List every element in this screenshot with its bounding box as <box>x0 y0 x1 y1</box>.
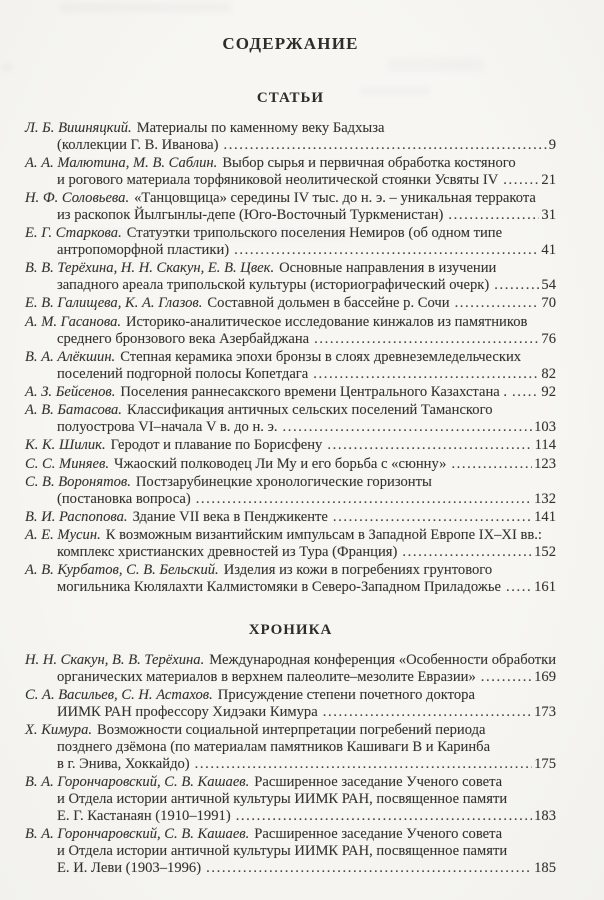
entry-page-number: 76 <box>541 330 556 347</box>
dot-leader <box>314 331 539 348</box>
toc-entry-line <box>25 190 556 207</box>
entry-page-number: 161 <box>534 579 556 596</box>
entry-title-text: Геродот и плавание по Борисфену <box>110 437 323 454</box>
toc-entry-line <box>25 366 556 383</box>
toc-entry <box>25 349 556 383</box>
dot-leader <box>206 860 532 877</box>
entry-authors: Е. Г. Старкова. <box>25 225 122 242</box>
content-column <box>25 0 556 876</box>
toc-entry-line <box>25 277 556 294</box>
dot-leader <box>313 366 539 383</box>
toc-entry-line <box>25 172 556 189</box>
toc-entry-line <box>25 225 556 242</box>
entry-authors: Л. Б. Вишняцкий. <box>25 120 132 136</box>
dot-leader <box>323 704 532 721</box>
toc-entry-line <box>25 491 556 508</box>
entry-title-text: полуострова VI–начала V в. до н. э. <box>57 419 278 436</box>
toc-entry-list <box>25 120 556 596</box>
dot-leader <box>234 242 539 259</box>
entry-title-text: Постзарубинецкие хронологические горизонты <box>135 473 432 490</box>
toc-entry-line <box>25 384 556 401</box>
entry-authors: В. В. Терёхина, Н. Н. Скакун, Е. В. Цвек. <box>25 260 275 277</box>
entry-title-text: Выбор сырья и первичная обработка костяного <box>222 155 516 172</box>
toc-entry <box>25 120 556 154</box>
toc-entry <box>25 509 556 526</box>
entry-page-number: 103 <box>534 419 556 436</box>
toc-entry-line <box>25 860 556 877</box>
toc-entry-line <box>25 808 556 825</box>
toc-entry <box>25 826 556 876</box>
entry-page-number: 31 <box>541 206 556 223</box>
dot-leader <box>195 756 532 773</box>
toc-entry <box>25 687 556 721</box>
toc-entry-line <box>25 739 556 756</box>
toc-entry-line <box>25 349 556 366</box>
toc-entry-line <box>25 843 556 860</box>
toc-entry-line <box>25 687 556 704</box>
dot-leader <box>506 579 532 596</box>
entry-title-text: Составной дольмен в бассейне р. Сочи <box>207 295 450 312</box>
toc-entry <box>25 190 556 224</box>
entry-authors: А. З. Бейсенов. <box>25 383 116 400</box>
toc-entry <box>25 722 556 772</box>
entry-title-text: антропоморфной пластики) <box>57 242 230 259</box>
entry-title-text: Основные направления в изучении <box>279 260 497 277</box>
toc-entry-line <box>25 120 556 137</box>
entry-title-text: среднего бронзового века Азербайджана <box>57 330 310 347</box>
scan-artifact <box>2 64 12 70</box>
entry-title-text: Здание VII века в Пенджикенте <box>132 509 328 526</box>
entry-title-text: поселений подгорной полосы Копетдага <box>57 365 309 382</box>
toc-entry-line <box>25 527 556 544</box>
entry-page-number: 114 <box>534 437 556 454</box>
dot-leader <box>455 295 540 312</box>
toc-entry-line <box>25 579 556 596</box>
entry-authors: А. А. Малютина, М. В. Саблин. <box>25 155 218 172</box>
dot-leader <box>196 491 532 508</box>
toc-entry <box>25 314 556 348</box>
entry-page-number: 82 <box>541 365 556 382</box>
toc-entry-line <box>25 791 556 808</box>
entry-authors: Н. Ф. Соловьева. <box>25 190 130 207</box>
dot-leader <box>451 456 532 473</box>
entry-authors: С. В. Воронятов. <box>25 473 131 490</box>
entry-page-number: 123 <box>534 455 556 472</box>
entry-title-text: Изделия из кожи в погребениях грунтового <box>223 562 493 579</box>
entry-title-text: Международная конференция «Особенности обработки <box>209 652 557 669</box>
toc-entry <box>25 437 556 454</box>
toc-entry-line <box>25 437 556 454</box>
entry-title-text: и рогового материала торфяниковой неолитической стоянки Усвяты IV <box>57 171 499 188</box>
entry-page-number: 173 <box>534 703 556 720</box>
toc-entry <box>25 260 556 294</box>
toc-entry-line <box>25 331 556 348</box>
dot-leader <box>448 207 539 224</box>
entry-title-text: ИИМК РАН профессору Хидэаки Кимура <box>57 703 318 720</box>
entry-title-text: К возможным византийским импульсам в Западной Европе IX–XI вв.: <box>105 527 542 544</box>
entry-page-number: 175 <box>534 755 556 772</box>
toc-entry-line <box>25 722 556 739</box>
toc-entry <box>25 295 556 312</box>
entry-title-text: Материалы по каменному веку Бадхыза <box>136 120 385 136</box>
dot-leader <box>512 384 539 401</box>
entry-title-text: Чжаоский полководец Ли Му и его борьба с «сюнну» <box>114 455 447 472</box>
dot-leader <box>333 509 532 526</box>
dot-leader <box>481 669 532 686</box>
toc-entry-line <box>25 756 556 773</box>
entry-page-number: 132 <box>534 490 556 507</box>
toc-entry <box>25 774 556 824</box>
entry-authors: А. Е. Мусин. <box>25 527 101 544</box>
entry-page-number: 70 <box>541 295 556 312</box>
entry-title-text: Возможности социальной интерпретации погребений периода <box>97 722 486 739</box>
dot-leader <box>327 437 532 454</box>
entry-title-text: Расширенное заседание Ученого совета <box>254 825 503 842</box>
toc-entry-line <box>25 295 556 312</box>
entry-title-text: Степная керамика эпохи бронзы в слоях древнеземледельческих <box>120 348 522 365</box>
entry-authors: К. К. Шилик. <box>25 437 106 454</box>
toc-entry <box>25 225 556 259</box>
entry-title-text: Расширенное заседание Ученого совета <box>254 774 503 791</box>
entry-page-number: 41 <box>541 242 556 259</box>
entry-authors: В. А. Горончаровский, С. В. Кашаев. <box>25 825 250 842</box>
entry-title-text: Историко-аналитическое исследование кинжалов из памятников <box>126 313 528 330</box>
toc-entry-line <box>25 456 556 473</box>
section-heading: СТАТЬИ <box>256 90 325 106</box>
entry-page-number: 141 <box>534 509 556 526</box>
entry-title-text: органических материалов в верхнем палеолите–мезолите Евразии» <box>57 668 476 685</box>
entry-authors: В. А. Горончаровский, С. В. Кашаев. <box>25 774 250 791</box>
entry-authors: Х. Кимура. <box>25 722 93 739</box>
entry-title-text: комплекс христианских древностей из Тура (Франция) <box>57 544 398 561</box>
toc-entry-line <box>25 402 556 419</box>
toc-entry <box>25 155 556 189</box>
toc-sections <box>25 90 556 876</box>
entry-authors: С. А. Васильев, С. Н. Астахов. <box>25 687 213 704</box>
toc-entry-line <box>25 704 556 721</box>
toc-entry <box>25 527 556 561</box>
entry-title-text: «Танцовщица» середины IV тыс. до н. э. – уникальная терракота <box>134 190 536 207</box>
toc-entry-line <box>25 544 556 561</box>
toc-entry-line <box>25 826 556 843</box>
toc-entry-line <box>25 774 556 791</box>
entry-authors: В. И. Распопова. <box>25 509 128 526</box>
toc-entry-line <box>25 242 556 259</box>
toc-entry <box>25 474 556 508</box>
entry-title-text: в г. Энива, Хоккайдо) <box>57 755 190 772</box>
entry-title-text: и Отдела истории античной культуры ИИМК РАН, посвященное памяти <box>57 842 508 859</box>
entry-authors: А. В. Курбатов, С. В. Бельский. <box>25 562 219 579</box>
entry-page-number: 54 <box>541 277 556 294</box>
entry-authors: А. В. Батасова. <box>25 402 122 419</box>
toc-entry-line <box>25 207 556 224</box>
dot-leader <box>224 137 547 154</box>
dot-leader <box>402 544 532 561</box>
entry-title-text: Поселения раннесакского времени Центрального Казахстана . <box>120 383 508 400</box>
toc-entry <box>25 652 556 686</box>
entry-title-text: (коллекции Г. В. Иванова) <box>57 136 219 153</box>
page-title: СОДЕРЖАНИЕ <box>222 34 359 53</box>
toc-entry-line <box>25 155 556 172</box>
dot-leader <box>503 172 539 189</box>
entry-title-text: Е. И. Леви (1903–1996) <box>57 859 202 876</box>
toc-entry-line <box>25 562 556 579</box>
toc-entry-line <box>25 314 556 331</box>
dot-leader <box>236 808 532 825</box>
dot-leader <box>283 419 533 436</box>
toc-entry <box>25 456 556 473</box>
entry-authors: Е. В. Галищева, К. А. Глазов. <box>25 295 203 312</box>
entry-title-text: Присуждение степени почетного доктора <box>217 687 475 704</box>
toc-entry-list <box>25 652 556 876</box>
entry-page-number: 92 <box>541 383 556 400</box>
entry-page-number: 185 <box>534 859 556 876</box>
entry-authors: А. М. Гасанова. <box>25 313 122 330</box>
entry-title-text: и Отдела истории античной культуры ИИМК РАН, посвященное памяти <box>57 790 508 807</box>
dot-leader <box>494 277 539 294</box>
toc-entry-line <box>25 652 556 669</box>
toc-entry-line <box>25 260 556 277</box>
toc-entry-line <box>25 669 556 686</box>
entry-page-number: 152 <box>534 544 556 561</box>
entry-title-text: Классификация античных сельских поселений Таманского <box>126 402 493 419</box>
entry-title-text: (постановка вопроса) <box>57 490 191 507</box>
toc-entry <box>25 384 556 401</box>
entry-page-number: 183 <box>534 807 556 824</box>
entry-title-text: из раскопок Йылгынлы-депе (Юго-Восточный Туркменистан) <box>57 206 444 223</box>
toc-entry <box>25 562 556 596</box>
section-heading: ХРОНИКА <box>248 622 333 639</box>
entry-page-number: 21 <box>541 171 556 188</box>
entry-title-text: могильника Кюлялахти Калмистомяки в Северо-Западном Приладожье <box>57 579 501 596</box>
entry-title-text: западного ареала трипольской культуры (историографический очерк) <box>57 277 490 294</box>
toc-entry-line <box>25 419 556 436</box>
toc-entry-line <box>25 474 556 491</box>
entry-authors: В. А. Алёкшин. <box>25 348 116 365</box>
entry-title-text: позднего дзёмона (по материалам памятников Кашиваги В и Каринба <box>57 739 491 755</box>
entry-title-text: Е. Г. Кастанаян (1910–1991) <box>57 807 231 824</box>
entry-authors: Н. Н. Скакун, В. В. Терёхина. <box>25 652 205 669</box>
entry-authors: С. С. Миняев. <box>25 455 109 472</box>
toc-entry-line <box>25 137 556 154</box>
toc-entry <box>25 402 556 436</box>
entry-title-text: Статуэтки трипольского поселения Немиров (об одном типе <box>126 225 503 242</box>
entry-page-number: 169 <box>534 668 556 685</box>
toc-entry-line <box>25 509 556 526</box>
entry-page-number: 9 <box>548 136 556 153</box>
